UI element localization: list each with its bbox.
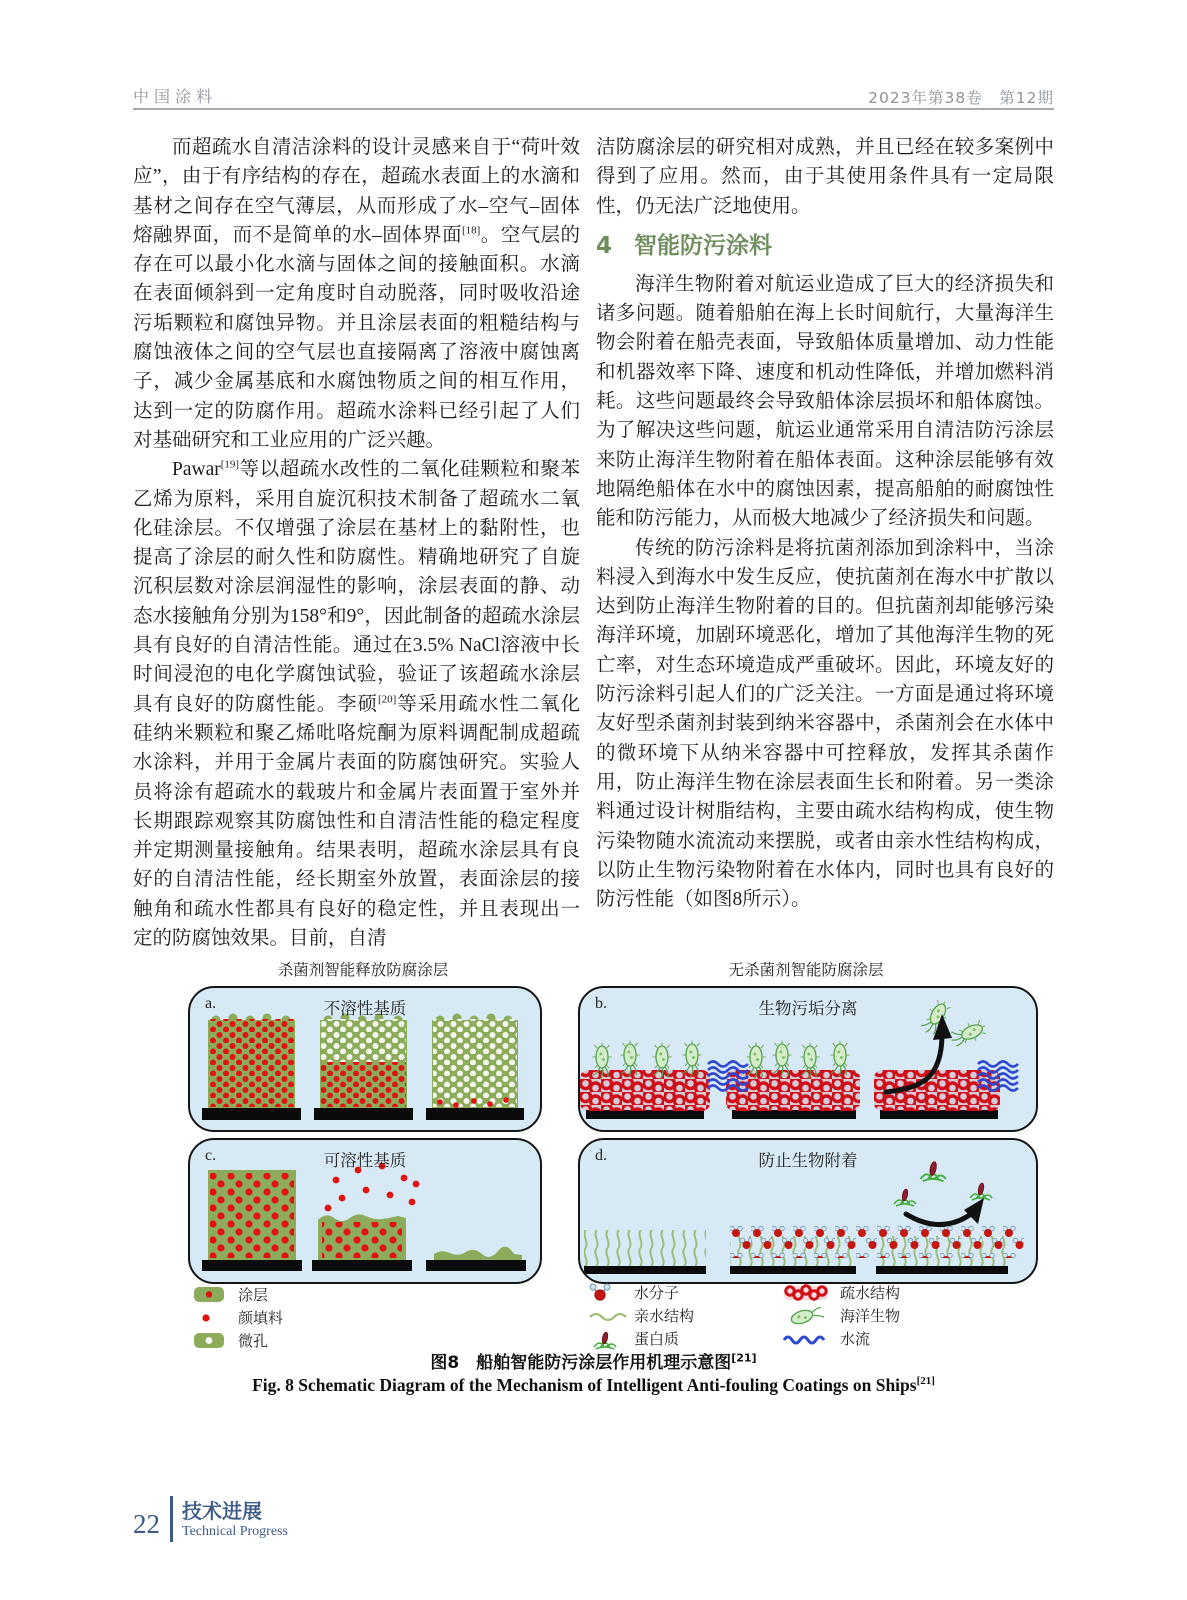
citation-ref-18: [18] [462, 224, 481, 237]
paragraph-text: Pawar [172, 459, 221, 481]
legend-label: 海洋生物 [840, 1309, 901, 1325]
paragraph-text: 等采用疏水性二氧化硅纳米颗粒和聚乙烯吡咯烷酮为原料调配制成超疏水涂料，并用于金属片表面的防腐蚀研究。实验人员将涂有超疏水的载玻片和金属片表面置于室外并长期跟踪观察其防腐蚀性和自清洁性能的稳定程度并定期测量接触角。结果表明，超疏水涂层具有良好的自清洁性能，经长期室外放置，表面涂层的接触角和疏水性都具有良好的稳定性，并且表现出一定的防腐蚀效果。目前，自清 [133, 693, 580, 950]
figure-caption-cn [0, 1348, 1187, 1373]
figure-panel-d [578, 1138, 1038, 1284]
legend-item-hydrophobic [782, 1281, 900, 1304]
soluble-coating-eroding [318, 1163, 419, 1260]
panel-label: c. [205, 1147, 217, 1164]
coating-block-full-biocide [208, 1014, 295, 1109]
coating-block-depleted [432, 1014, 518, 1109]
legend-label: 微孔 [238, 1334, 269, 1350]
protein-icon [588, 1328, 634, 1350]
water-molecule-icon [588, 1281, 634, 1305]
paragraph-text: 而超疏水自清洁涂料的设计灵感来自于“荷叶效应”，由于有序结构的存在，超疏水表面上的水滴和基材之间存在空气薄层，从而形成了水–空气–固体熔融界面，而不是简单的水–固体界面 [133, 137, 580, 246]
legend-right-col1 [588, 1281, 694, 1350]
citation-ref-20: [20] [377, 693, 397, 706]
legend-label: 亲水结构 [634, 1309, 695, 1325]
legend-left [192, 1283, 283, 1352]
legend-item-hydrophilic [588, 1304, 694, 1327]
paragraph [133, 133, 580, 455]
figure-panel-b [578, 986, 1038, 1132]
footer-section-en: Technical Progress [182, 1523, 288, 1539]
legend-label: 涂层 [238, 1288, 269, 1304]
hydrophobic-swatch-icon [782, 1283, 840, 1303]
paragraph [596, 133, 1054, 221]
footer-section-cn: 技术进展 [182, 1498, 262, 1523]
legend-item-water-molecule [588, 1281, 694, 1304]
water-molecule-layer [730, 1224, 1024, 1258]
coating-swatch-icon [192, 1285, 238, 1305]
soluble-coating-remnant [434, 1247, 522, 1260]
caption-text: Fig. 8 Schematic Diagram of the Mechanism of Intelligent Anti-fouling Coatings on Ships [252, 1375, 917, 1395]
figure-group-title-left: 杀菌剂智能释放防腐涂层 [277, 962, 449, 979]
citation-ref-19: [19] [220, 458, 240, 471]
paragraph-text: 等以超疏水改性的二氧化硅颗粒和聚苯乙烯为原料，采用自旋沉积技术制备了超疏水二氧化硅涂层。不仅增强了涂层在基材上的黏附性，也提高了涂层的耐久性和防腐性。精确地研究了自旋沉积层数对涂层润湿性的影响，涂层表面的静、动态水接触角分别为158°和9°，因此制备的超疏水涂层具有良好的自清洁性能。通过在3.5% NaCl溶液中长时间浸泡的电化学腐蚀试验，验证了该超疏水涂层具有良好的防腐性能。李硕 [133, 459, 580, 715]
citation-ref-21: [21] [916, 1375, 935, 1388]
figure-group-title-right: 无杀菌剂智能防腐涂层 [728, 962, 884, 979]
section-title: 智能防污涂料 [634, 232, 773, 259]
soluble-coating-full [208, 1170, 296, 1260]
legend-item-coating [192, 1283, 283, 1306]
paragraph [596, 534, 1054, 915]
marine-organism-icon [782, 1305, 840, 1327]
paragraph-text: 传统的防污涂料是将抗菌剂添加到涂料中，当涂料浸入到海水中发生反应，使抗菌剂在海水中扩散以达到防止海洋生物附着的目的。但抗菌剂却能够污染海洋环境，加剧环境恶化，增加了其他海洋生物的死亡率，对生态环境造成严重破坏。因此，环境友好的防污涂料引起人们的广泛关注。一方面是通过将环境友好型杀菌剂封装到纳米容器中，杀菌剂会在水体中的微环境下从纳米容器中可控释放，发挥其杀菌作用，防止海洋生物在涂层表面生长和附着。另一类涂料通过设计树脂结构，主要由疏水结构构成，使生物污染物随水流流动来摆脱，或者由亲水性结构构成，以防止生物污染物附着在水体内，同时也具有良好的防污性能（如图8所示）。 [596, 537, 1054, 911]
legend-label: 蛋白质 [634, 1332, 680, 1348]
legend-label: 颜填料 [238, 1311, 284, 1327]
caption-text: 图8 船舶智能防污涂层作用机理示意图 [430, 1353, 732, 1373]
paragraph [133, 455, 580, 953]
paragraph-text: 海洋生物附着对航运业造成了巨大的经济损失和诸多问题。随着船舶在海上长时间航行，大量海洋生物会附着在船壳表面，导致船体质量增加、动力性能和机器效率下降、速度和机动性降低，并增加燃料消耗。这些问题最终会导致船体涂层损坏和船体腐蚀。为了解决这些问题，航运业通常采用自清洁防污涂层来防止海洋生物附着在船体表面。这种涂层能够有效地隔绝船体在水中的腐蚀因素，提高船舶的耐腐蚀性能和防污能力，从而极大地减少了经济损失和问题。 [596, 273, 1054, 530]
coating-block-half-released [320, 1014, 407, 1109]
legend-label: 水流 [840, 1332, 871, 1348]
issue-info: 2023年第38卷 第12期 [868, 89, 1054, 107]
figure-caption-en [0, 1375, 1187, 1396]
page-footer [133, 1496, 288, 1542]
legend-item-marine-organism [782, 1304, 900, 1327]
citation-ref-21: [21] [731, 1351, 757, 1365]
water-flow-icon [782, 1332, 840, 1346]
panel-label: a. [205, 995, 217, 1012]
figure-panel-c [188, 1138, 542, 1284]
legend-label: 水分子 [634, 1286, 680, 1302]
panel-label: b. [595, 995, 607, 1012]
hydrophilic-line-icon [588, 1308, 634, 1324]
legend-label: 疏水结构 [840, 1286, 901, 1302]
panel-title: 不溶性基质 [323, 999, 407, 1018]
panel-title: 防止生物附着 [758, 1151, 858, 1170]
panel-title: 生物污垢分离 [758, 999, 858, 1018]
legend-right-col2 [782, 1281, 900, 1350]
paragraph-text: 洁防腐涂层的研究相对成熟，并且已经在较多案例中得到了应用。然而，由于其使用条件具有一定局限性，仍无法广泛地使用。 [596, 137, 1054, 217]
repel-arrow [906, 1198, 984, 1225]
panel-title: 可溶性基质 [323, 1151, 407, 1170]
section-heading [596, 230, 1054, 262]
left-column [133, 133, 580, 953]
legend-item-protein [588, 1327, 694, 1350]
journal-title: 中国涂料 [133, 87, 218, 106]
paragraph-text: 。空气层的存在可以最小化水滴与固体之间的接触面积。水滴在表面倾斜到一定角度时自动脱落，同时吸收沿途污垢颗粒和腐蚀异物。并且涂层表面的粗糙结构与腐蚀液体之间的空气层也直接隔离了溶液中腐蚀离子，减少金属基底和水腐蚀物质之间的相互作用，达到一定的防腐作用。超疏水涂料已经引起了人们对基础研究和工业应用的广泛兴趣。 [133, 224, 580, 451]
page-number: 22 [133, 1508, 160, 1539]
footer-divider [170, 1496, 173, 1542]
right-column [596, 133, 1054, 914]
paragraph [596, 270, 1054, 534]
panel-label: d. [595, 1147, 607, 1164]
legend-item-water-flow [782, 1327, 900, 1350]
section-number: 4 [596, 232, 613, 259]
legend-item-filler [192, 1306, 283, 1329]
header-rule [133, 108, 1054, 110]
pigment-dot-icon [192, 1308, 238, 1328]
figure-panel-a [188, 986, 542, 1132]
